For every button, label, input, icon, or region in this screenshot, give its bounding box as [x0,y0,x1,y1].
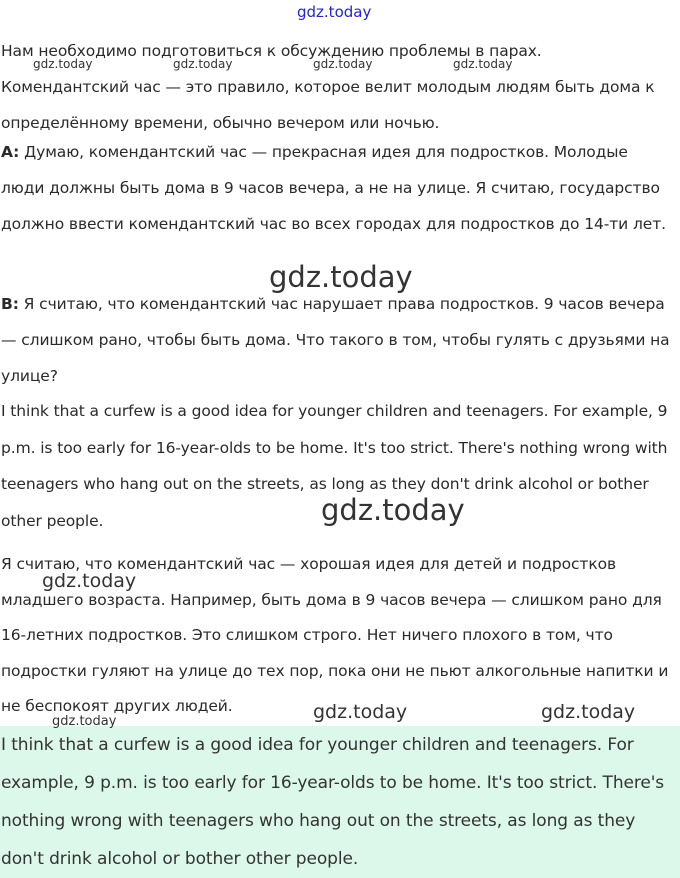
watermark: gdz.today [541,701,636,723]
speaker-b-text: Я считаю, что комендантский час нарушает права подростков. 9 часов вечера — слишком рано, чтобы быть дома. Что такого в том, чтобы гулять с друзьями на улице? [1,295,670,385]
speaker-b-label: B: [1,295,19,313]
watermark: gdz.today [52,714,117,729]
answer-text: I think that a curfew is a good idea for younger children and teenagers. For example, 9 p.m. is too early for 16-year-olds to be home. It's too strict. There's nothing wrong with teenagers who hang out on the streets, as long as they don't drink alcohol or bother other people. [1,735,665,869]
speaker-a-label: A: [1,143,20,161]
speaker-a-paragraph [1,134,674,242]
watermark: gdz.today [42,570,137,592]
watermark: gdz.today [173,57,233,71]
watermark: gdz.today [33,57,93,71]
english-paragraph: I think that a curfew is a good idea for younger children and teenagers. For example, 9 p.m. is too early for 16-year-olds to be home. It's too strict. There's nothing wrong with teenagers who hang out on the streets, as long as they don't drink alcohol or bother other people. [1,402,668,530]
speaker-b-paragraph [1,286,674,394]
speaker-a-text: Думаю, комендантский час — прекрасная идея для подростков. Молодые люди должны быть дома в 9 часов вечера, а не на улице. Я считаю, государство должно ввести комендантский час во всех городах для подростков до 14-ти лет. [1,143,666,233]
watermark: gdz.today [453,57,513,71]
watermark: gdz.today [313,701,408,723]
watermark: gdz.today [269,260,413,294]
watermark-top: gdz.today [297,3,372,21]
watermark: gdz.today [321,493,465,527]
answer-box [0,726,680,878]
watermark: gdz.today [313,57,373,71]
intro-paragraph: Нам необходимо подготовиться к обсуждению проблемы в парах. Комендантский час — это правило, которое велит молодым людям быть дома к определённому времени, обычно вечером или ночью. [1,42,655,132]
russian-translation-paragraph: Я считаю, что комендантский час — хорошая идея для детей и подростков младшего возраста. Например, быть дома в 9 часов вечера — слишком рано для 16-летних подростков. Это слишком строго. Нет ничего плохого в том, что подростки гуляют на улице до тех пор, пока они не пьют алкогольные напитки и не беспокоят других людей. [1,555,669,715]
